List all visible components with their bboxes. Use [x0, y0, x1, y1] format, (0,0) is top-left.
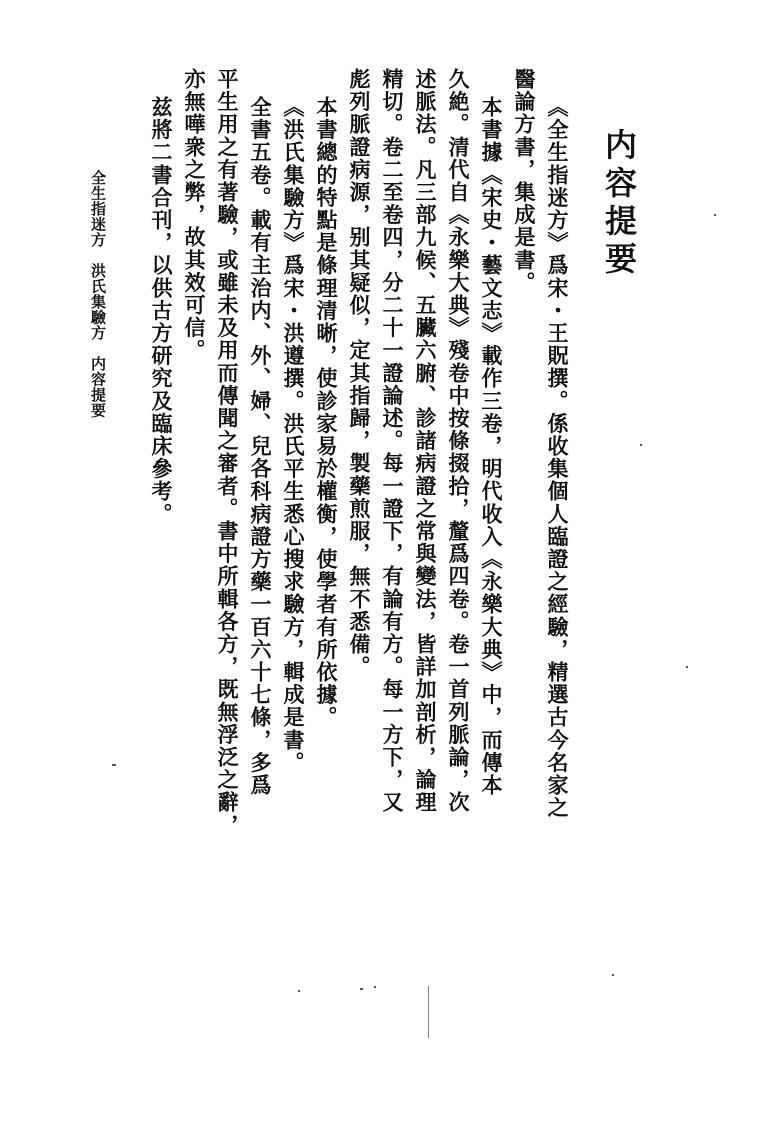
body-line-13: 兹將二書合刊，以供古方研究及臨床參考。	[149, 96, 174, 526]
body-line-9: 《洪氏集驗方》爲宋・洪遵撰。洪氏平生悉心搜求驗方，輯成是書。	[281, 96, 306, 774]
body-line-1: 《全生指迷方》爲宋・王貺撰。係收集個人臨證之經驗，精選古今名家之	[545, 96, 570, 820]
scan-speck	[714, 214, 716, 216]
body-line-2: 醫論方書，集成是書。	[512, 68, 537, 294]
body-line-10: 全書五卷。載有主治内、外、婦、兒各科病證方藥一百六十七條，多爲	[248, 96, 273, 797]
scan-speck	[686, 666, 688, 668]
body-line-7: 彪列脈證病源，别其疑似，定其指歸，製藥煎服，無不悉備。	[347, 68, 372, 679]
scan-line	[428, 986, 429, 1038]
page-title: 内容提要	[600, 128, 638, 280]
body-line-4: 久絶。清代自《永樂大典》殘卷中按條掇拾，釐爲四卷。卷一首列脈論，次	[446, 68, 471, 814]
scan-speck	[374, 986, 376, 988]
scan-speck	[360, 988, 363, 990]
body-line-6: 精切。卷二至卷四，分二十一證論述。每一證下，有論有方。每一方下，又	[380, 68, 405, 814]
scan-speck	[298, 990, 300, 992]
scan-speck	[112, 764, 116, 766]
body-line-12: 亦無嘩衆之弊，故其效可信。	[182, 68, 207, 362]
scan-speck	[640, 444, 642, 446]
body-line-5: 述脈法。凡三部九候、五臟六腑、診諸病證之常與變法，皆詳加剖析，論理	[413, 68, 438, 814]
running-footer: 全生指迷方 洪氏集驗方 内容提要	[89, 170, 107, 418]
body-line-8: 本書總的特點是條理清晰，使診家易於權衡，使學者有所依據。	[314, 96, 339, 729]
body-line-11: 平生用之有著驗，或雖未及用而傳聞之審者。書中所輯各方，既無浮泛之辭，	[215, 68, 240, 837]
scan-speck	[612, 974, 614, 976]
body-line-3: 本書據《宋史・藝文志》載作三卷，明代收入《永樂大典》中，而傳本	[479, 96, 504, 797]
